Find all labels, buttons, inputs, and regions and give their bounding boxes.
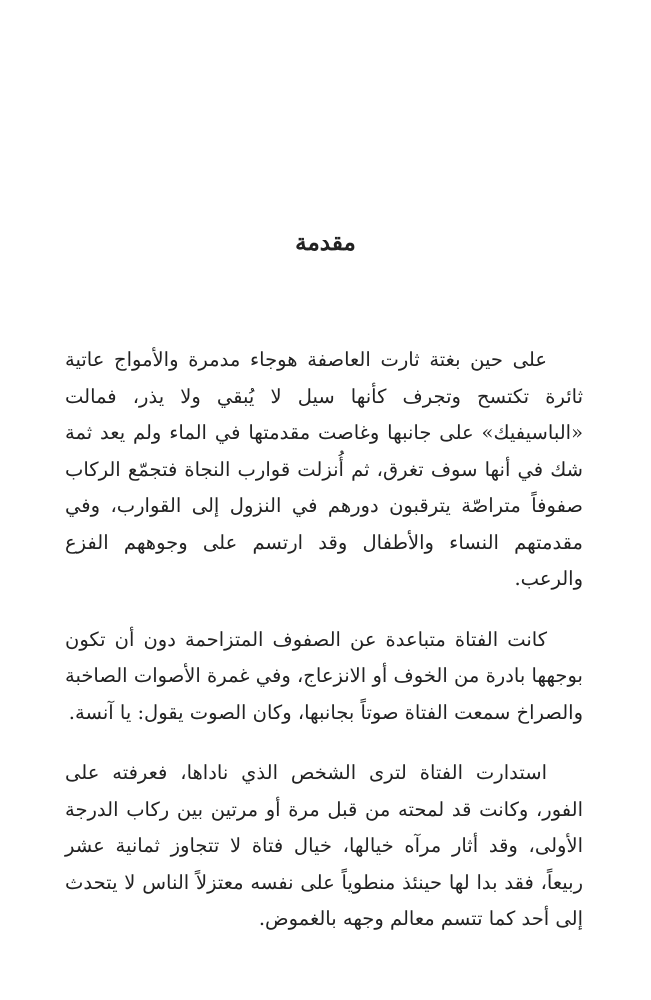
page-title: مقدمة [295, 229, 356, 256]
paragraph-1: على حين بغتة ثارت العاصفة هوجاء مدمرة والأمواج عاتية ثائرة تكتسح وتجرف كأنها سيل لا يُبقي ولا يذر، فمالت «الباسيفيك» على جانبها وغاصت مقدمتها في الماء ولم يعد ثمة شك في أنها سوف تغرق، ثم أُنزلت قوارب النجاة فتجمّع الركاب صفوفاً متراصّة يترقبون دورهم في النزول إلى القوارب، وفي مقدمتهم النساء والأطفال وقد ارتسم على وجوههم الفزع والرعب. [65, 348, 583, 590]
paragraph-2: كانت الفتاة متباعدة عن الصفوف المتزاحمة دون أن تكون بوجهها بادرة من الخوف أو الانزعاج، وفي غمرة الأصوات الصاخبة والصراخ سمعت الفتاة صوتاً بجانبها، وكان الصوت يقول: يا آنسة. [65, 627, 583, 724]
paragraph-3: استدارت الفتاة لترى الشخص الذي ناداها، فعرفته على الفور، وكانت قد لمحته من قبل مرة أو مرتين بين ركاب الدرجة الأولى، وقد أثار مرآه خيالها، خيال فتاة لا تتجاوز ثمانية عشر ربيعاً، فقد بدا لها حينئذ منطوياً على نفسه معتزلاً الناس لا يتحدث إلى أحد كما تتسم معالم وجهه بالغموض. [65, 761, 583, 930]
body-text [65, 342, 583, 962]
